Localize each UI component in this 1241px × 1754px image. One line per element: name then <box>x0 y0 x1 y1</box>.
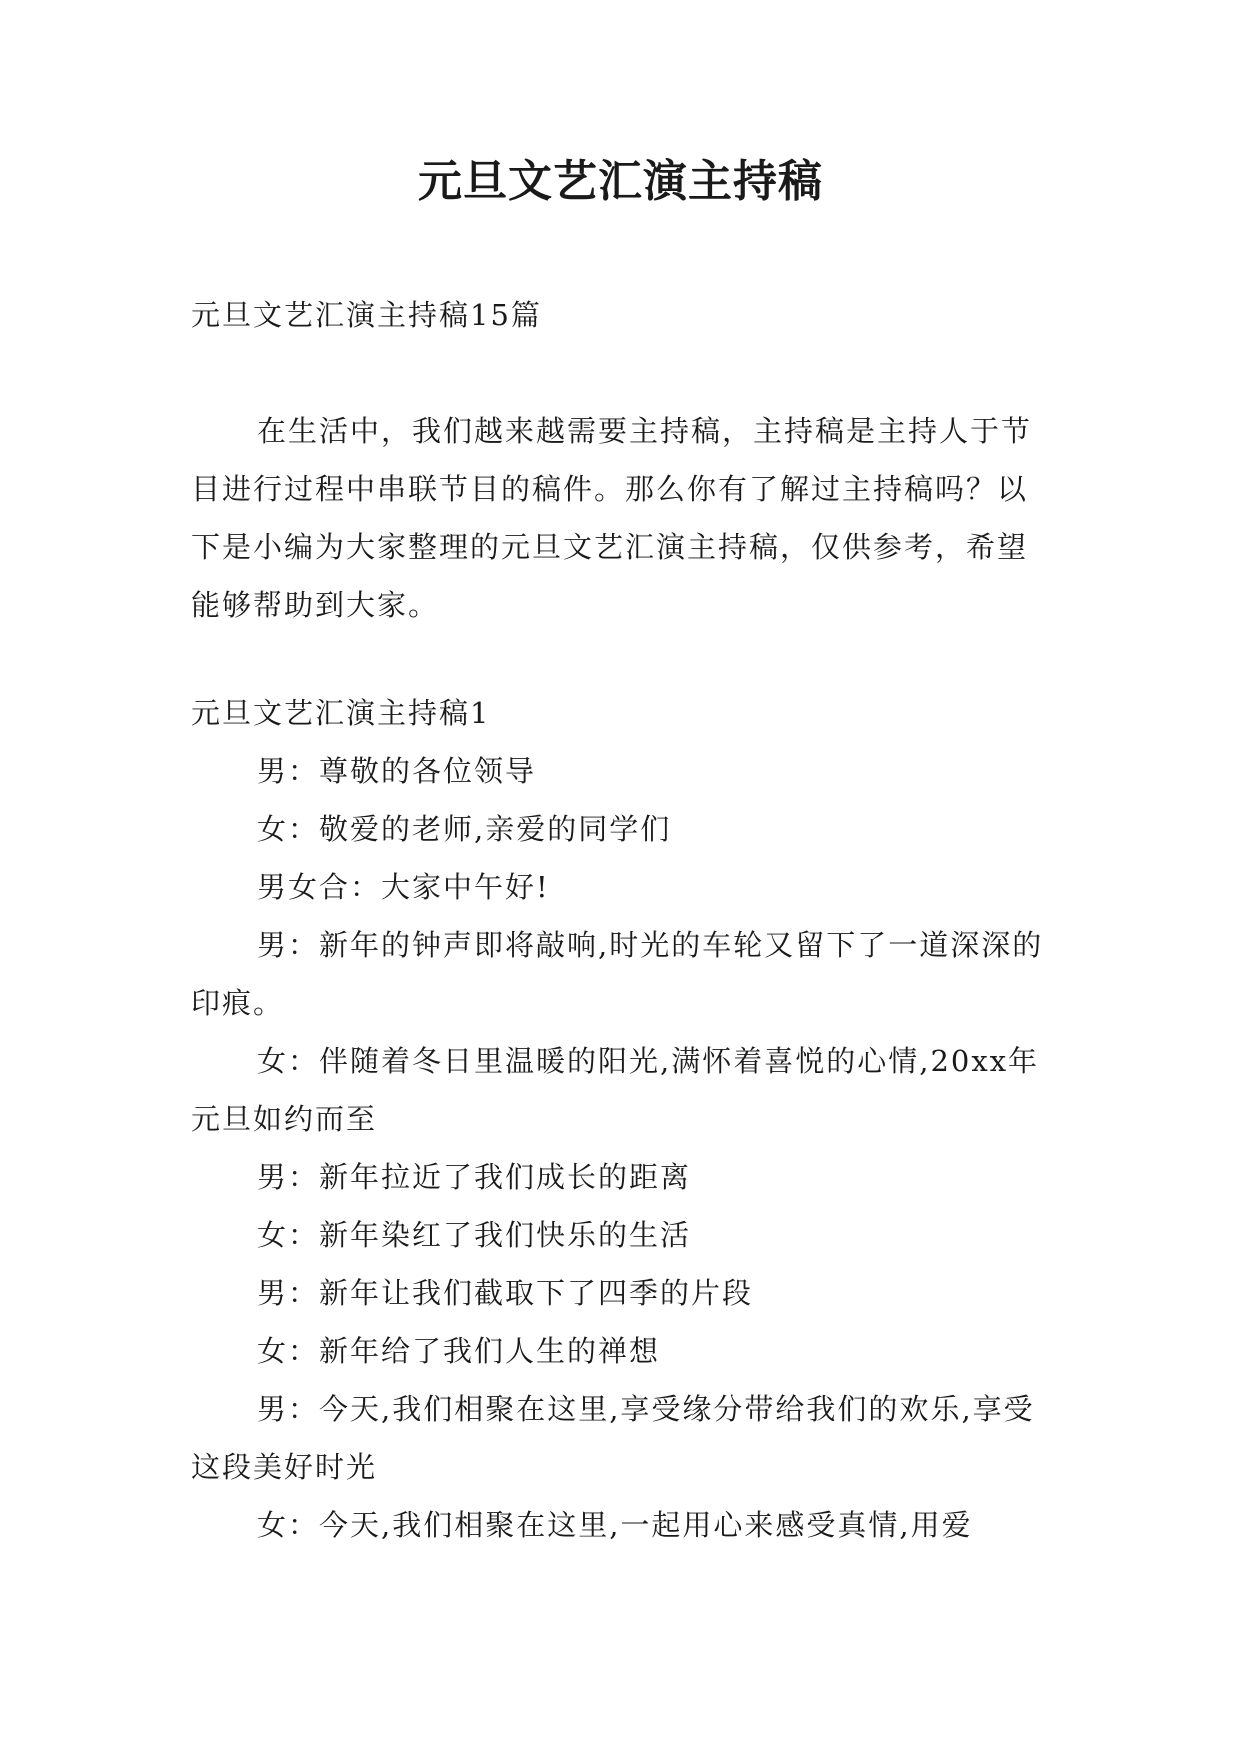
script-line: 女：伴随着冬日里温暖的阳光,满怀着喜悦的心情,20xx年元旦如约而至 <box>191 1044 1040 1136</box>
document-body <box>191 286 1051 1554</box>
document-title: 元旦文艺汇演主持稿 <box>418 156 823 207</box>
script-line: 男女合：大家中午好! <box>257 870 550 904</box>
section-heading: 元旦文艺汇演主持稿1 <box>191 696 491 730</box>
script-line: 男：新年的钟声即将敲响,时光的车轮又留下了一道深深的印痕。 <box>191 928 1044 1020</box>
script-line: 男：今天,我们相聚在这里,享受缘分带给我们的欢乐,享受这段美好时光 <box>191 1392 1035 1484</box>
document-subtitle: 元旦文艺汇演主持稿15篇 <box>191 298 542 332</box>
script-line: 男：新年拉近了我们成长的距离 <box>257 1160 692 1194</box>
script-line: 女：新年给了我们人生的禅想 <box>257 1334 661 1368</box>
script-line: 女：敬爱的老师,亲爱的同学们 <box>257 812 672 846</box>
script-line: 男：尊敬的各位领导 <box>257 754 537 788</box>
script-line: 女：新年染红了我们快乐的生活 <box>257 1218 692 1252</box>
script-line: 男：新年让我们截取下了四季的片段 <box>257 1276 754 1310</box>
intro-paragraph: 在生活中，我们越来越需要主持稿，主持稿是主持人于节目进行过程中串联节目的稿件。那么你有了解过主持稿吗？以下是小编为大家整理的元旦文艺汇演主持稿，仅供参考，希望能够帮助到大家。 <box>191 414 1033 622</box>
script-line: 女：今天,我们相聚在这里,一起用心来感受真情,用爱 <box>257 1508 973 1542</box>
